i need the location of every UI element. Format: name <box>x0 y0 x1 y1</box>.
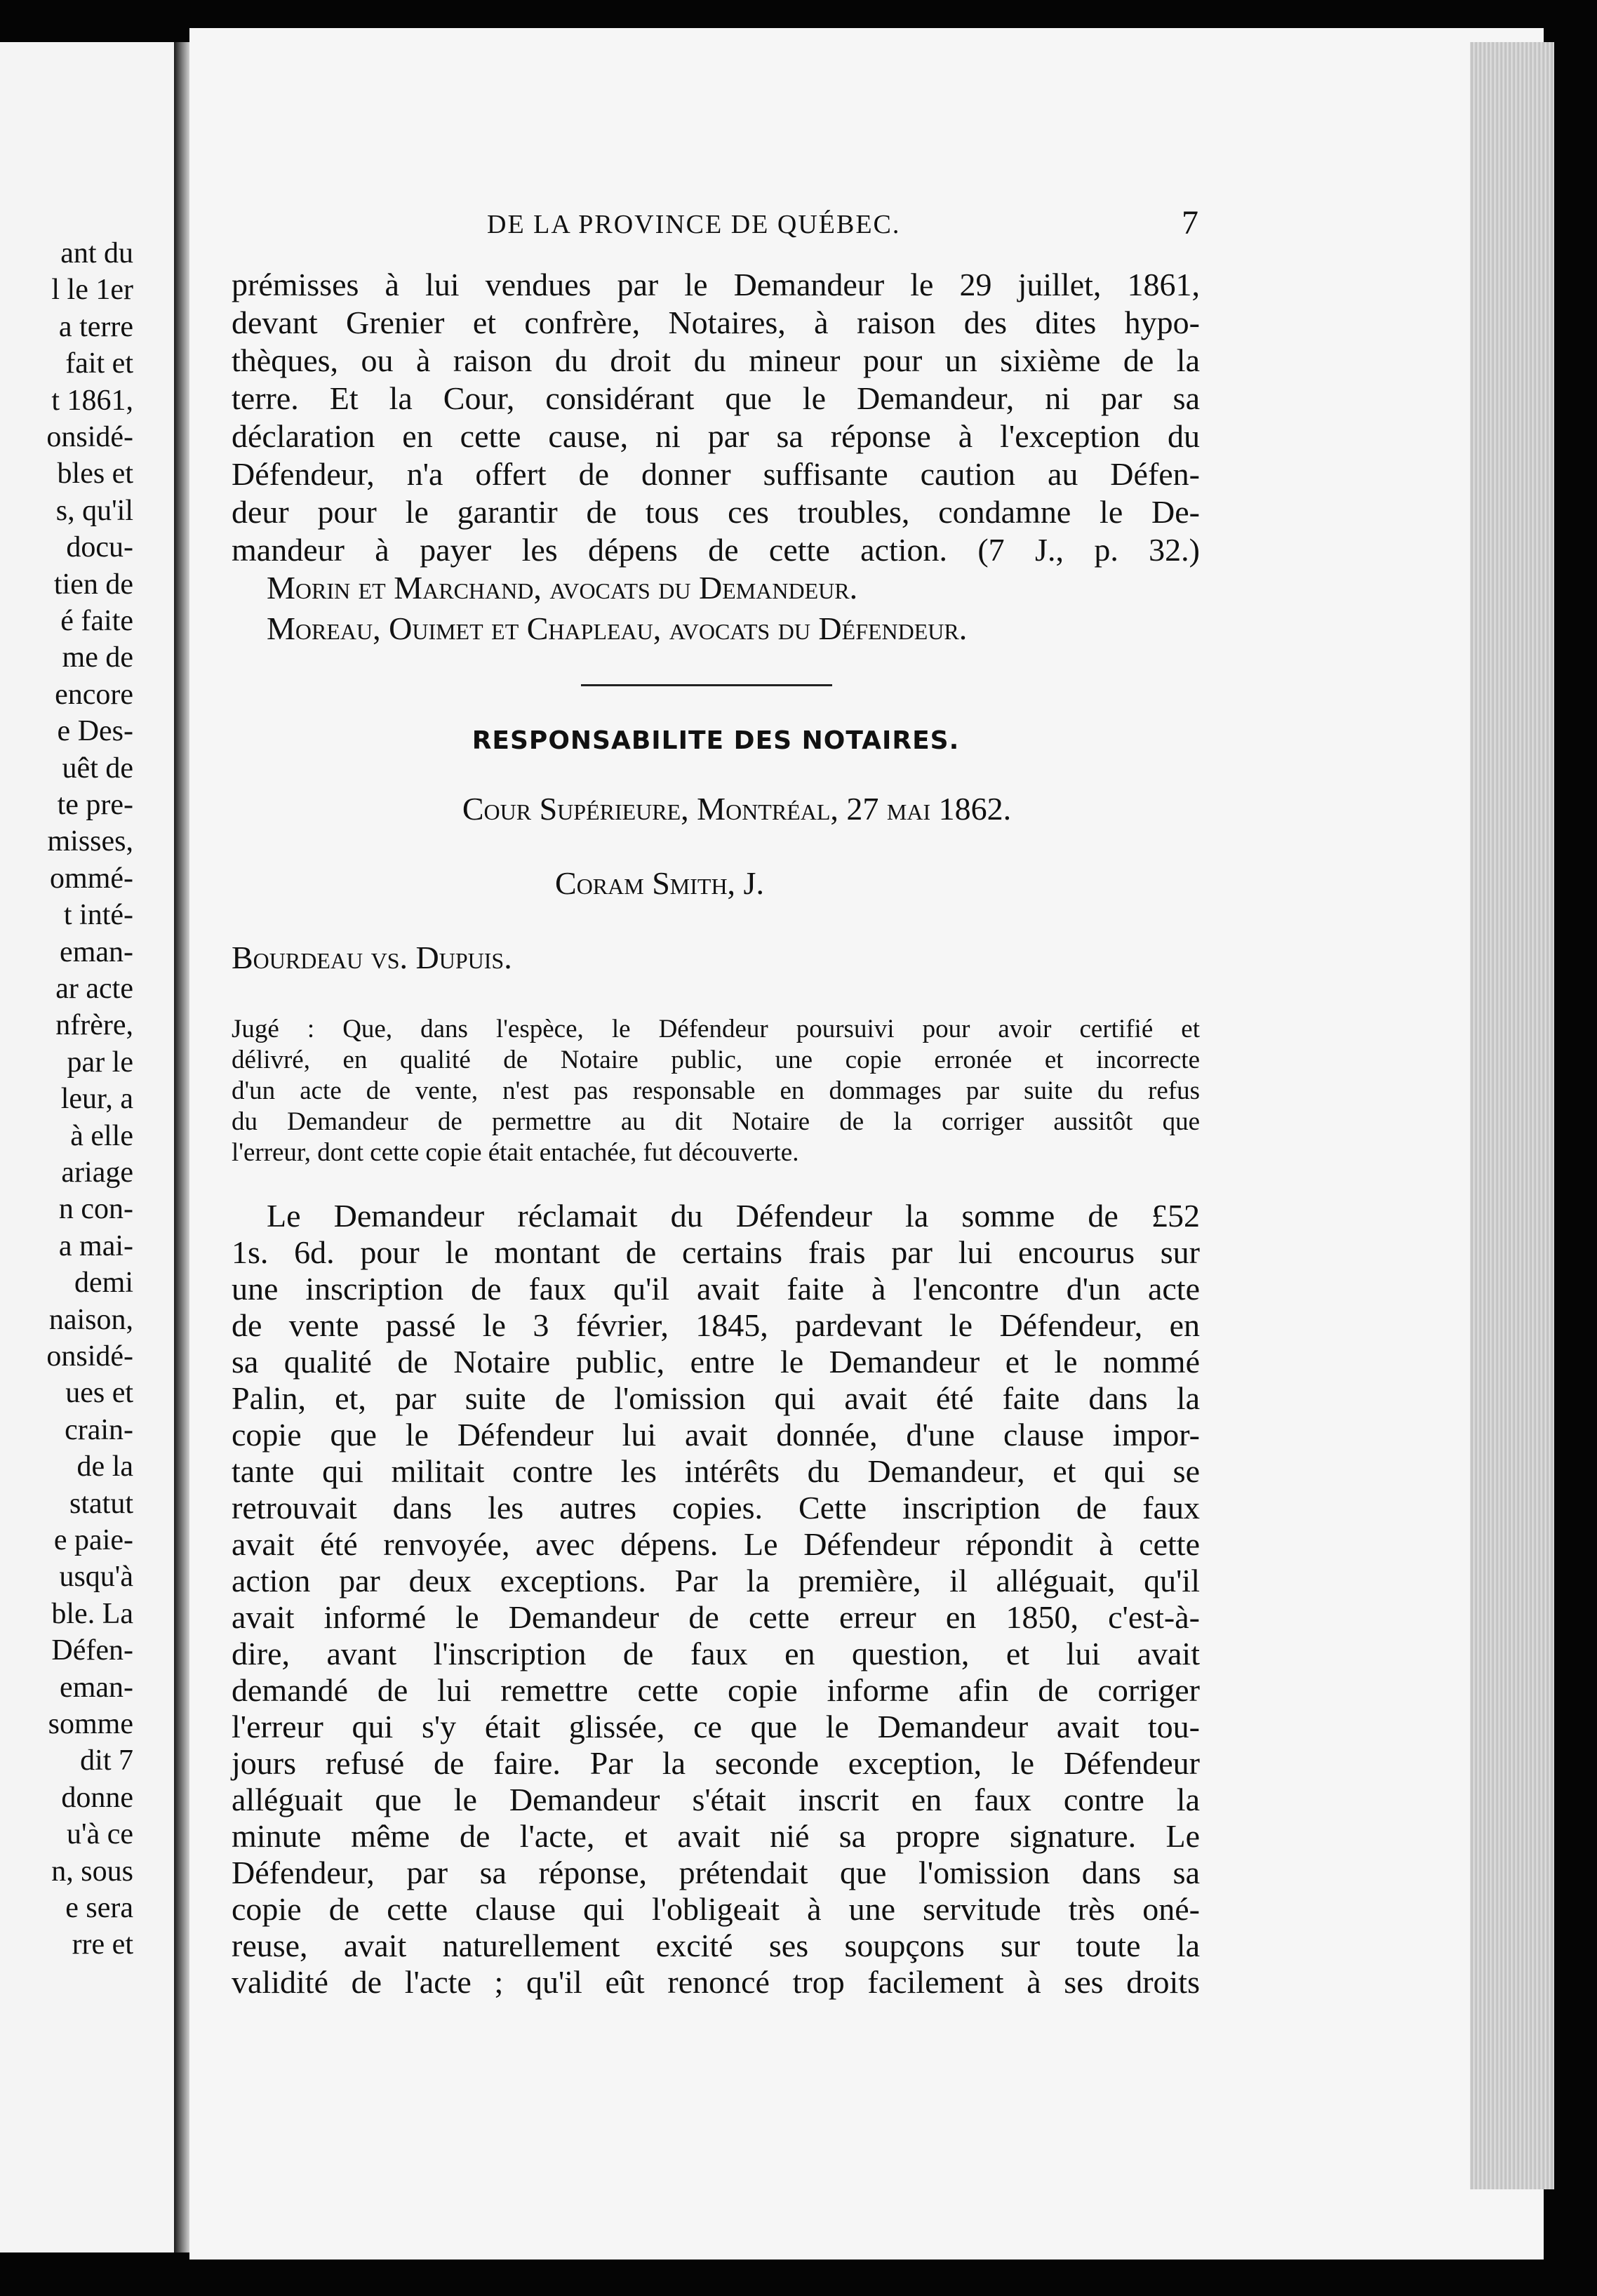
text-line: une inscription de faux qu'il avait faite à l'encontre d'un acte <box>232 1271 1200 1307</box>
left-page-text-fragment: ues et <box>65 1377 133 1409</box>
section-title: RESPONSABILITE DES NOTAIRES. <box>472 726 960 755</box>
left-page-text-fragment: t inté- <box>63 899 133 931</box>
text-line: copie de cette clause qui l'obligeait à une servitude très oné- <box>232 1891 1200 1927</box>
counsel-defendant: Moreau, Ouimet et Chapleau, avocats du Défendeur. <box>267 610 968 646</box>
left-page-text-fragment: leur, a <box>60 1083 133 1115</box>
text-line: Palin, et, par suite de l'omission qui avait été faite dans la <box>232 1380 1200 1416</box>
left-page-text-fragment: demi <box>74 1267 133 1299</box>
text-line: Le Demandeur réclamait du Défendeur la somme de £52 <box>267 1198 1200 1234</box>
headnote-line: Jugé : Que, dans l'espèce, le Défendeur poursuivi pour avoir certifié et <box>232 1015 1200 1043</box>
left-page-text-fragment: docu- <box>66 531 133 563</box>
left-page-text-fragment: crain- <box>65 1414 133 1446</box>
left-page-text-fragment: nfrère, <box>55 1009 133 1041</box>
text-line: l'erreur qui s'y était glissée, ce que le Demandeur avait tou- <box>232 1709 1200 1744</box>
left-page-text-fragment: misses, <box>47 825 133 857</box>
text-line: retrouvait dans les autres copies. Cette inscription de faux <box>232 1490 1200 1526</box>
headnote-line: délivré, en qualité de Notaire public, une copie erronée et incorrecte <box>232 1046 1200 1074</box>
text-line: validité de l'acte ; qu'il eût renoncé trop facilement à ses droits <box>232 1964 1200 2000</box>
case-parties: Bourdeau vs. Dupuis. <box>232 940 512 975</box>
left-page-text-fragment: de la <box>76 1450 133 1483</box>
left-page-text-fragment: donne <box>61 1782 133 1814</box>
left-page-text-fragment: u'à ce <box>67 1818 133 1850</box>
left-page-text-fragment: te pre- <box>57 789 133 821</box>
text-line: Défendeur, n'a offert de donner suffisante caution au Défen- <box>232 456 1200 492</box>
text-line: thèques, ou à raison du droit du mineur pour un sixième de la <box>232 342 1200 378</box>
left-page-text-fragment: tien de <box>53 568 133 601</box>
court-line: Cour Supérieure, Montréal, 27 mai 1862. <box>462 791 1012 827</box>
left-page-text-fragment: l le 1er <box>51 274 133 306</box>
left-page-text-fragment: eman- <box>60 936 133 968</box>
left-page-text-fragment: rre et <box>72 1928 133 1961</box>
text-line: Défendeur, par sa réponse, prétendait que l'omission dans sa <box>232 1855 1200 1890</box>
text-line: avait informé le Demandeur de cette erreur en 1850, c'est-à- <box>232 1599 1200 1635</box>
text-line: copie que le Défendeur lui avait donnée, d'une clause impor- <box>232 1417 1200 1453</box>
page-content <box>232 0 1200 2296</box>
left-page-text-fragment: bles et <box>57 458 133 490</box>
text-line: 1s. 6d. pour le montant de certains frais par lui encourus sur <box>232 1234 1200 1270</box>
left-page-text-fragment: ariage <box>61 1156 133 1189</box>
text-line: mandeur à payer les dépens de cette action. (7 J., p. 32.) <box>232 532 1200 568</box>
headnote-line: d'un acte de vente, n'est pas responsable en dommages par suite du refus <box>232 1076 1200 1105</box>
headnote-line: du Demandeur de permettre au dit Notaire de la corriger aussitôt que <box>232 1107 1200 1136</box>
text-line: jours refusé de faire. Par la seconde exception, le Défendeur <box>232 1745 1200 1781</box>
left-page-text-fragment: uêt de <box>62 752 133 785</box>
left-page-text-fragment: somme <box>48 1708 133 1740</box>
left-page-text-fragment: n, sous <box>51 1855 133 1888</box>
left-page-text-fragment: usqu'à <box>59 1561 133 1593</box>
text-line: alléguait que le Demandeur s'était inscrit en faux contre la <box>232 1782 1200 1817</box>
left-page-text-fragment: ar acte <box>55 973 133 1005</box>
left-page-text-fragment: me de <box>62 641 133 674</box>
page-edges <box>1470 42 1554 2189</box>
counsel-plaintiff: Morin et Marchand, avocats du Demandeur. <box>267 570 858 606</box>
text-line: terre. Et la Cour, considérant que le Demandeur, ni par sa <box>232 380 1200 416</box>
text-line: tante qui militait contre les intérêts du Demandeur, et qui se <box>232 1453 1200 1489</box>
book-gutter <box>174 42 189 2252</box>
section-divider <box>581 684 832 686</box>
left-page-text-fragment: a mai- <box>58 1230 133 1262</box>
left-page-fragment <box>0 42 174 2252</box>
text-line: de vente passé le 3 février, 1845, pardevant le Défendeur, en <box>232 1307 1200 1343</box>
left-page-text-fragment: eman- <box>60 1671 133 1704</box>
text-line: prémisses à lui vendues par le Demandeur le 29 juillet, 1861, <box>232 267 1200 302</box>
left-page-text-fragment: e sera <box>65 1892 133 1924</box>
left-page-text-fragment: ant du <box>60 237 133 269</box>
text-line: minute même de l'acte, et avait nié sa propre signature. Le <box>232 1818 1200 1854</box>
text-line: sa qualité de Notaire public, entre le Demandeur et le nommé <box>232 1344 1200 1380</box>
left-page-text-fragment: ble. La <box>51 1598 133 1630</box>
text-line: devant Grenier et confrère, Notaires, à raison des dites hypo- <box>232 305 1200 340</box>
left-page-text-fragment: e paie- <box>53 1524 133 1556</box>
left-page-text-fragment: é faite <box>60 605 133 637</box>
coram-line: Coram Smith, J. <box>555 865 764 901</box>
left-page-text-fragment: onsidé- <box>46 421 133 453</box>
text-line: avait été renvoyée, avec dépens. Le Défendeur répondit à cette <box>232 1526 1200 1562</box>
text-line: deur pour le garantir de tous ces troubles, condamne le De- <box>232 494 1200 530</box>
left-page-text-fragment: onsidé- <box>46 1340 133 1373</box>
left-page-text-fragment: naison, <box>48 1304 133 1336</box>
left-page-text-fragment: fait et <box>65 347 133 380</box>
text-line: action par deux exceptions. Par la première, il alléguait, qu'il <box>232 1563 1200 1598</box>
left-page-text-fragment: a terre <box>58 311 133 343</box>
page-number: 7 <box>1182 204 1200 241</box>
left-page-text-fragment: Défen- <box>51 1634 133 1667</box>
text-line: dire, avant l'inscription de faux en question, et lui avait <box>232 1636 1200 1671</box>
left-page-text-fragment: dit 7 <box>80 1744 133 1777</box>
text-line: reuse, avait naturellement excité ses soupçons sur toute la <box>232 1928 1200 1963</box>
left-page-text-fragment: n con- <box>58 1193 133 1225</box>
left-page-text-fragment: s, qu'il <box>55 495 133 527</box>
left-page-text-fragment: encore <box>55 679 133 711</box>
left-page-text-fragment: par le <box>67 1046 133 1079</box>
left-page-text-fragment: à elle <box>70 1120 133 1152</box>
text-line: demandé de lui remettre cette copie informe afin de corriger <box>232 1672 1200 1708</box>
headnote-line: l'erreur, dont cette copie était entachée, fut découverte. <box>232 1138 799 1167</box>
left-page-text-fragment: e Des- <box>57 715 133 747</box>
left-page-text-fragment: t 1861, <box>51 385 133 417</box>
running-header <box>232 204 1200 244</box>
left-page-text-fragment: ommé- <box>50 862 133 895</box>
running-header-title: DE LA PROVINCE DE QUÉBEC. <box>487 210 901 239</box>
left-page-text-fragment: statut <box>69 1488 133 1520</box>
text-line: déclaration en cette cause, ni par sa réponse à l'exception du <box>232 418 1200 454</box>
